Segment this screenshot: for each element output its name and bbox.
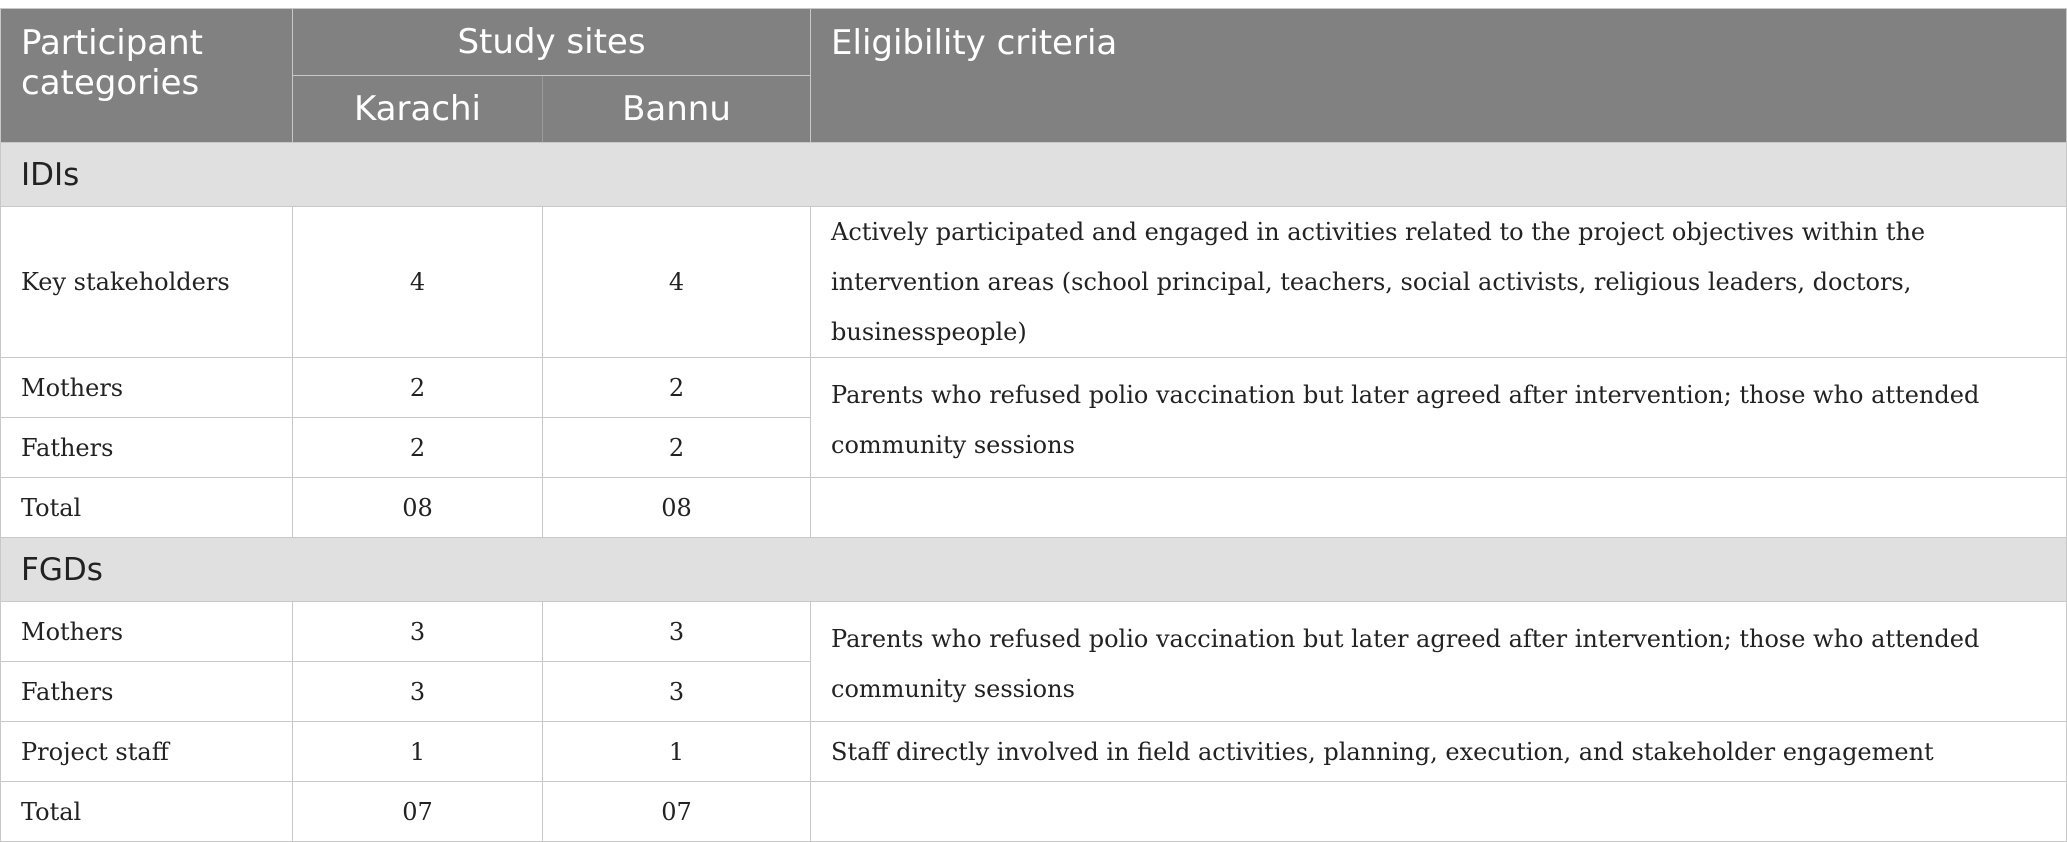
- section-label-fgds: FGDs: [1, 538, 2067, 602]
- criteria-cell-empty: [811, 478, 2067, 538]
- participants-table: [0, 8, 2067, 842]
- table-row: [1, 358, 2067, 418]
- category-cell: Fathers: [1, 418, 293, 478]
- header-participant-categories: Participant categories: [1, 9, 293, 143]
- bannu-cell: 2: [543, 358, 811, 418]
- criteria-cell-empty: [811, 782, 2067, 842]
- section-row-idis: [1, 143, 2067, 207]
- bannu-cell: 07: [543, 782, 811, 842]
- karachi-cell: 2: [293, 418, 543, 478]
- table-header: [1, 9, 2067, 143]
- table-row: [1, 722, 2067, 782]
- bannu-cell: 4: [543, 207, 811, 358]
- karachi-cell: 3: [293, 602, 543, 662]
- category-cell: Mothers: [1, 602, 293, 662]
- category-cell: Key stakeholders: [1, 207, 293, 358]
- bannu-cell: 3: [543, 602, 811, 662]
- karachi-cell: 1: [293, 722, 543, 782]
- criteria-cell: Staff directly involved in field activities, planning, execution, and stakeholder engagement: [811, 722, 2067, 782]
- karachi-cell: 07: [293, 782, 543, 842]
- table-row: [1, 207, 2067, 358]
- criteria-cell: Parents who refused polio vaccination but later agreed after intervention; those who attended community sessions: [811, 602, 2067, 722]
- karachi-cell: 08: [293, 478, 543, 538]
- table-row: [1, 782, 2067, 842]
- header-bannu: Bannu: [543, 76, 811, 143]
- bannu-cell: 1: [543, 722, 811, 782]
- bannu-cell: 2: [543, 418, 811, 478]
- header-karachi: Karachi: [293, 76, 543, 143]
- header-eligibility-criteria: Eligibility criteria: [811, 9, 2067, 143]
- karachi-cell: 4: [293, 207, 543, 358]
- category-cell: Total: [1, 478, 293, 538]
- criteria-cell: Actively participated and engaged in activities related to the project objectives within the intervention areas (school principal, teachers, social activists, religious leaders, doctors, businesspeople): [811, 207, 2067, 358]
- table-row: [1, 478, 2067, 538]
- karachi-cell: 2: [293, 358, 543, 418]
- section-row-fgds: [1, 538, 2067, 602]
- bannu-cell: 3: [543, 662, 811, 722]
- karachi-cell: 3: [293, 662, 543, 722]
- category-cell: Total: [1, 782, 293, 842]
- category-cell: Fathers: [1, 662, 293, 722]
- category-cell: Mothers: [1, 358, 293, 418]
- criteria-cell: Parents who refused polio vaccination but later agreed after intervention; those who attended community sessions: [811, 358, 2067, 478]
- header-study-sites: Study sites: [293, 9, 811, 76]
- section-label-idis: IDIs: [1, 143, 2067, 207]
- table-row: [1, 602, 2067, 662]
- category-cell: Project staff: [1, 722, 293, 782]
- bannu-cell: 08: [543, 478, 811, 538]
